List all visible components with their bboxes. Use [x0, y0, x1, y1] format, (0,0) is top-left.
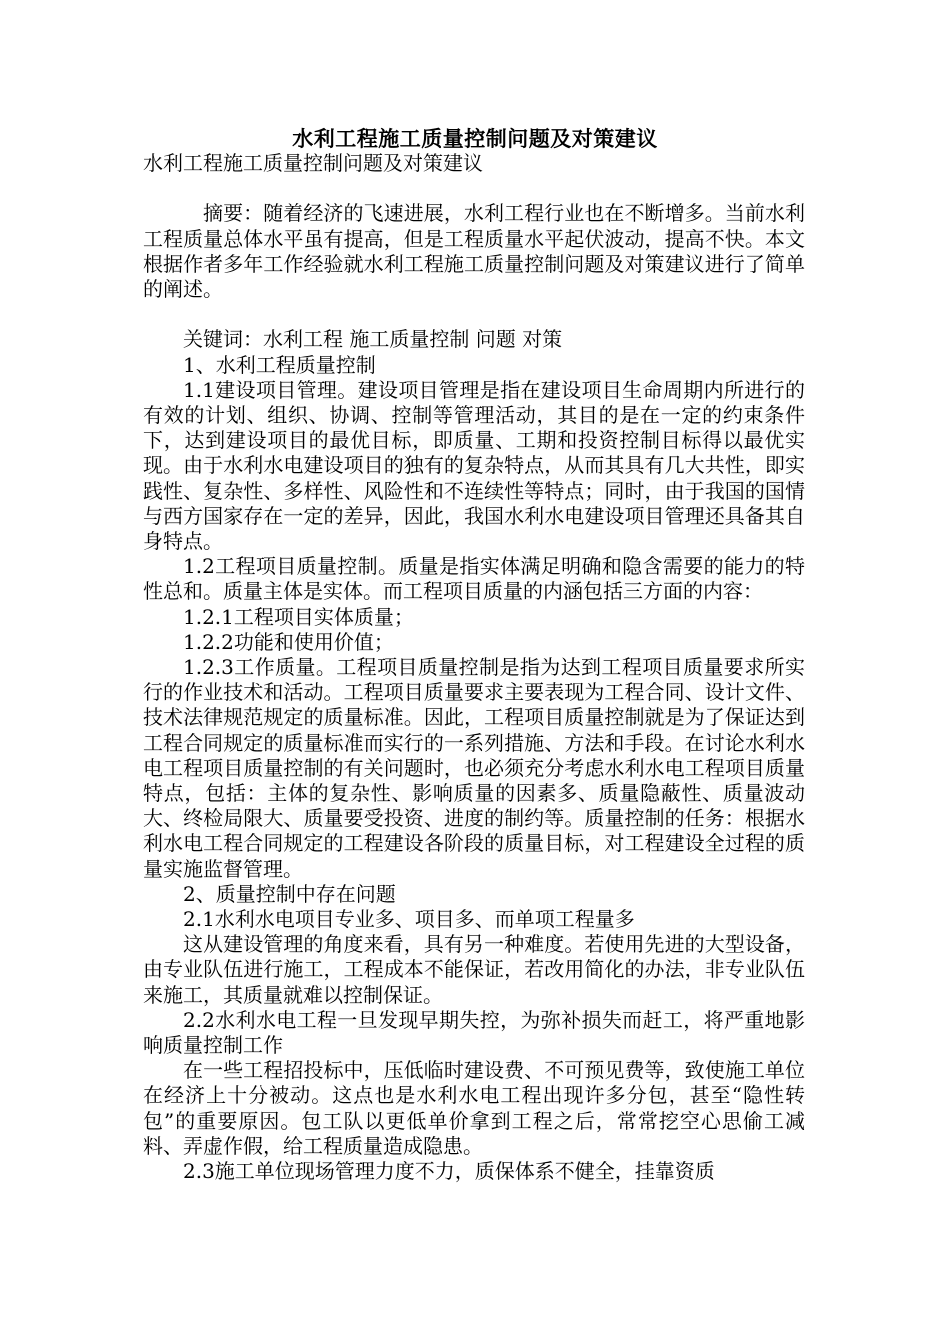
paragraph-1-2-1: 1.2.1工程项目实体质量；	[183, 604, 414, 629]
document-title: 水利工程施工质量控制问题及对策建议	[292, 126, 658, 151]
paragraph-1-2-2: 1.2.2功能和使用价值；	[183, 629, 394, 654]
paragraph-2-1: 这从建设管理的角度来看，具有另一种难度。若使用先进的大型设备，由专业队伍进行施工，工程成本不能保证，若改用简化的办法，非专业队伍来施工，其质量就难以控制保证。	[143, 932, 805, 1007]
section-heading-1: 1、水利工程质量控制	[183, 352, 376, 377]
blank-line	[143, 302, 805, 327]
paragraph-1-2: 1.2工程项目质量控制。质量是指实体满足明确和隐含需要的能力的特性总和。质量主体是实体。而工程项目质量的内涵包括三方面的内容：	[143, 554, 805, 604]
document-subtitle: 水利工程施工质量控制问题及对策建议	[143, 151, 483, 175]
paragraph-1-2-3: 1.2.3工作质量。工程项目质量控制是指为达到工程项目质量要求所实行的作业技术和活动。工程项目质量要求主要表现为工程合同、设计文件、技术法律规范规定的质量标准。因此，工程项目质量控制就是为了保证达到工程合同规定的质量标准而实行的一系列措施、方法和手段。在讨论水利水电工程项目质量控制的有关问题时，也必须充分考虑水利水电工程项目质量特点，包括：主体的复杂性、影响质量的因素多、质量隐蔽性、质量波动大、终检局限大、质量要受投资、进度的制约等。质量控制的任务：根据水利水电工程合同规定的工程建设各阶段的质量目标，对工程建设全过程的质量实施监督管理。	[143, 655, 805, 881]
paragraph-2-2: 在一些工程招投标中，压低临时建设费、不可预见费等，致使施工单位在经济上十分被动。这点也是水利水电工程出现许多分包，甚至“隐性转包”的重要原因。包工队以更低单价拿到工程之后，常常挖空心思偷工减料、弄虚作假，给工程质量造成隐患。	[143, 1058, 805, 1158]
keywords-line: 关键词：水利工程 施工质量控制 问题 对策	[183, 327, 563, 352]
document-body	[143, 151, 805, 1184]
paragraph-1-1: 1.1建设项目管理。建设项目管理是指在建设项目生命周期内所进行的有效的计划、组织、协调、控制等管理活动，其目的是在一定的约束条件下，达到建设项目的最优目标，即质量、工期和投资控制目标得以最优实现。由于水利水电建设项目的独有的复杂特点，从而其具有几大共性，即实践性、复杂性、多样性、风险性和不连续性等特点；同时，由于我国的国情与西方国家存在一定的差异，因此，我国水利水电建设项目管理还具备其自身特点。	[143, 377, 805, 554]
subheading-2-3: 2.3施工单位现场管理力度不力，质保体系不健全，挂靠资质	[183, 1159, 715, 1184]
section-heading-2: 2、质量控制中存在问题	[183, 881, 396, 906]
blank-line	[143, 176, 805, 201]
subheading-2-1: 2.1水利水电项目专业多、项目多、而单项工程量多	[183, 907, 635, 932]
subheading-2-2: 2.2水利水电工程一旦发现早期失控，为弥补损失而赶工，将严重地影响质量控制工作	[143, 1007, 805, 1058]
abstract-paragraph: 摘要：随着经济的飞速进展，水利工程行业也在不断增多。当前水利工程质量总体水平虽有提高，但是工程质量水平起伏波动，提高不快。本文根据作者多年工作经验就水利工程施工质量控制问题及对策建议进行了简单的阐述。	[143, 201, 805, 301]
